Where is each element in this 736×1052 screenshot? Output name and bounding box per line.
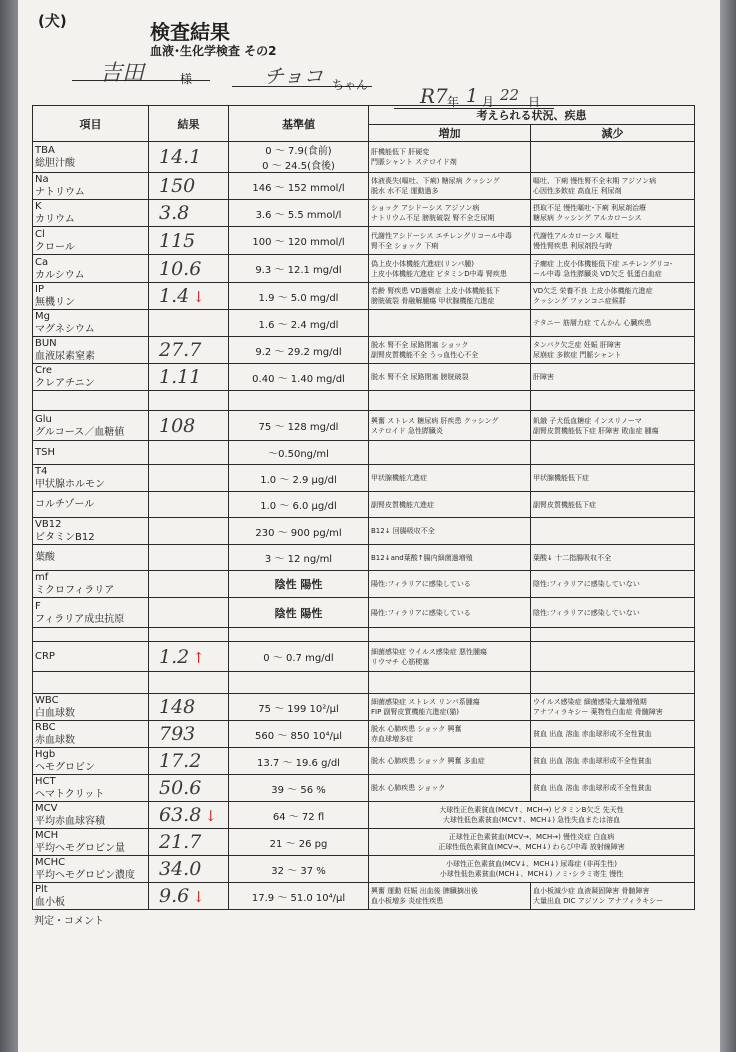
table-row	[33, 545, 695, 571]
table-row	[33, 411, 695, 441]
table-row	[33, 571, 695, 598]
reference-cell	[229, 775, 369, 802]
item-name: コルチゾール	[35, 499, 95, 510]
item-abbr: Na	[35, 174, 49, 185]
table-row	[33, 694, 695, 721]
result-cell	[149, 364, 229, 391]
result-value: 17.2	[159, 750, 202, 772]
table-row	[33, 255, 695, 283]
item-abbr: VB12	[35, 519, 62, 530]
blank-row	[33, 391, 695, 411]
increase-cell: 正球性正色素貧血(MCV→、MCH→) 慢性炎症 白血病 正球性低色素貧血(MCV→、MCH↓) わらび中毒 放射線障害	[369, 829, 695, 856]
item-cell	[33, 465, 149, 492]
result-arrow-icon: ↓	[192, 888, 205, 906]
reference-cell	[229, 283, 369, 310]
decrease-cell: 陰性:フィラリアに感染していない	[531, 571, 695, 598]
reference-cell	[229, 571, 369, 598]
reference-range-secondary: 0 ～ 24.5(食後)	[262, 161, 335, 172]
item-cell	[33, 283, 149, 310]
comment-label: 判定・コメント	[34, 916, 104, 927]
reference-cell	[229, 883, 369, 910]
decrease-cell: ウイルス感染症 細菌感染大量増殖期 アナフィラキシー 薬物性白血症 骨髄障害	[531, 694, 695, 721]
item-name: カリウム	[35, 214, 75, 225]
decrease-cell: 嘔吐、下痢 慢性腎不全末期 アジソン病 心因性多飲症 高血圧 利尿剤	[531, 173, 695, 200]
increase-cell: 偽上皮小体機能亢進症(リンパ腫) 上皮小体機能亢進症 ビタミンD中毒 腎疾患	[369, 255, 531, 283]
item-abbr: IP	[35, 284, 44, 295]
item-abbr: RBC	[35, 722, 56, 733]
result-value: 3.8	[159, 202, 190, 224]
reference-range: 1.6 ～ 2.4 mg/dl	[258, 319, 339, 331]
increase-cell	[369, 310, 531, 337]
result-arrow-icon: ↓	[204, 807, 217, 825]
increase-cell: 代謝性アシドーシス エチレングリコール中毒 腎不全 ショック 下痢	[369, 227, 531, 255]
reference-range: 75 ～ 128 mg/dl	[258, 422, 339, 433]
item-name: 無機リン	[35, 297, 75, 308]
item-name: 白血球数	[35, 708, 75, 719]
item-abbr: T4	[35, 466, 48, 477]
reference-range: 陰性 陽性	[274, 578, 323, 591]
item-cell	[33, 856, 149, 883]
increase-cell: 脱水 心肺疾患 ショック 興奮 多血症	[369, 748, 531, 775]
reference-range: 0 ～ 7.9(食前)	[265, 146, 332, 157]
increase-cell: 甲状腺機能亢進症	[369, 465, 531, 492]
item-abbr: BUN	[35, 338, 57, 349]
blank-cell	[149, 628, 229, 642]
reference-cell	[229, 173, 369, 200]
result-cell	[149, 694, 229, 721]
table-row	[33, 310, 695, 337]
reference-range: 13.7 ～ 19.6 g/dl	[257, 757, 340, 769]
table-row	[33, 642, 695, 672]
table-row	[33, 802, 695, 829]
increase-cell: 脱水 腎不全 尿路閉塞 膀胱破裂	[369, 364, 531, 391]
item-name: ミクロフィラリア	[35, 585, 115, 596]
item-cell	[33, 518, 149, 545]
item-cell	[33, 200, 149, 227]
result-cell	[149, 411, 229, 441]
blank-cell	[229, 672, 369, 694]
result-cell	[149, 642, 229, 672]
item-cell	[33, 748, 149, 775]
header-conditions: 考えられる状況、疾患	[369, 106, 695, 125]
decrease-cell: 副腎皮質機能低下症	[531, 492, 695, 518]
result-cell	[149, 283, 229, 310]
item-cell	[33, 492, 149, 518]
reference-cell	[229, 721, 369, 748]
item-name: ナトリウム	[35, 187, 85, 198]
table-row	[33, 492, 695, 518]
item-cell	[33, 571, 149, 598]
table-row	[33, 856, 695, 883]
item-name: 平均ヘモグロビン濃度	[35, 870, 135, 881]
blank-cell	[531, 391, 695, 411]
date-year-label: 年	[447, 95, 460, 109]
reference-range: 64 ～ 72 fl	[272, 811, 325, 823]
table-row	[33, 883, 695, 910]
item-name: 平均ヘモグロビン量	[35, 843, 125, 854]
decrease-cell	[531, 441, 695, 465]
result-cell	[149, 310, 229, 337]
reference-range: 75 ～ 199 10²/μl	[258, 703, 339, 715]
item-name: 総胆汁酸	[35, 158, 75, 169]
date-month-label: 月	[482, 95, 495, 109]
result-value: 1.2	[159, 645, 190, 668]
decrease-cell: 飢餓 子犬低血糖症 インスリノーマ 副腎皮質機能低下症 肝障害 敗血症 腫瘍	[531, 411, 695, 441]
table-row	[33, 465, 695, 492]
result-cell	[149, 441, 229, 465]
owner-name: 吉田	[100, 61, 145, 86]
reference-range: 21 ～ 26 pg	[269, 838, 328, 850]
reference-cell	[229, 492, 369, 518]
pet-suffix: ちゃん	[332, 78, 369, 92]
blank-cell	[33, 391, 149, 411]
result-value: 115	[159, 229, 196, 252]
reference-range: 32 ～ 37 %	[271, 865, 326, 877]
reference-range: 1.0 ～ 6.0 μg/dl	[260, 501, 337, 512]
result-cell	[149, 227, 229, 255]
blank-row	[33, 628, 695, 642]
item-abbr: CRP	[35, 651, 55, 662]
increase-cell: 脱水 腎不全 尿路閉塞 ショック 副腎皮質機能不全 うっ血性心不全	[369, 337, 531, 364]
result-value: 63.8	[159, 804, 202, 826]
item-name: ヘモグロビン	[35, 762, 95, 773]
item-name: 甲状腺ホルモン	[35, 479, 105, 490]
increase-cell: 大球性正色素貧血(MCV↑、MCH→) ビタミンB欠乏 先天性 大球性低色素貧血(MCV↑、MCH↓) 急性失血または溶血	[369, 802, 695, 829]
page-title: 検査結果	[150, 20, 230, 44]
item-name: カルシウム	[35, 269, 85, 281]
reference-range: 0.40 ～ 1.40 mg/dl	[252, 373, 345, 385]
item-cell	[33, 310, 149, 337]
item-abbr: HCT	[35, 776, 56, 787]
table-row	[33, 227, 695, 255]
increase-cell: 副腎皮質機能亢進症	[369, 492, 531, 518]
item-cell	[33, 598, 149, 628]
result-cell	[149, 492, 229, 518]
decrease-cell: VD欠乏 栄養不良 上皮小体機能亢進症 クッシング ファンコニ症候群	[531, 283, 695, 310]
result-value: 9.6	[159, 885, 190, 907]
result-cell	[149, 571, 229, 598]
result-value: 34.0	[159, 858, 202, 880]
result-cell	[149, 721, 229, 748]
reference-cell	[229, 545, 369, 571]
reference-range: 39 ～ 56 %	[271, 784, 326, 796]
item-abbr: Ca	[35, 256, 49, 268]
header-increase: 増加	[369, 125, 531, 142]
item-cell	[33, 227, 149, 255]
item-cell	[33, 775, 149, 802]
pet-name: チョコ	[264, 64, 324, 88]
item-cell	[33, 411, 149, 441]
reference-cell	[229, 598, 369, 628]
result-value: 21.7	[159, 831, 202, 853]
result-arrow-icon: ↑	[192, 648, 205, 667]
increase-cell: 脱水 心肺疾患 ショック	[369, 775, 531, 802]
blank-cell	[369, 391, 531, 411]
reference-range: ～0.50ng/ml	[268, 449, 329, 460]
reference-range: 560 ～ 850 10⁴/μl	[255, 730, 342, 742]
result-cell	[149, 883, 229, 910]
result-cell	[149, 255, 229, 283]
blank-cell	[369, 672, 531, 694]
item-abbr: Cl	[35, 228, 45, 240]
table-row	[33, 364, 695, 391]
reference-cell	[229, 802, 369, 829]
reference-cell	[229, 310, 369, 337]
reference-cell	[229, 748, 369, 775]
item-abbr: TSH	[35, 447, 55, 458]
decrease-cell: 貧血 出血 溶血 赤血球形成不全性貧血	[531, 748, 695, 775]
reference-cell	[229, 856, 369, 883]
result-value: 1.4	[159, 285, 190, 307]
item-cell	[33, 829, 149, 856]
item-cell	[33, 721, 149, 748]
item-cell	[33, 642, 149, 672]
item-abbr: Mg	[35, 311, 50, 322]
increase-cell: 若齢 腎疾患 VD過剰症 上皮小体機能低下 膀胱破裂 骨融解腫瘍 甲状腺機能亢進症	[369, 283, 531, 310]
reference-range: 9.2 ～ 29.2 mg/dl	[255, 346, 342, 358]
item-cell	[33, 364, 149, 391]
result-arrow-icon: ↓	[192, 288, 205, 306]
item-abbr: Hgb	[35, 749, 56, 760]
decrease-cell: 血小板減少症 血液凝固障害 骨髄障害 大量出血 DIC アジソン アナフィラキシー	[531, 883, 695, 910]
reference-range: 3.6 ～ 5.5 mmol/l	[255, 209, 342, 221]
item-name: グルコース／血糖値	[35, 426, 125, 438]
increase-cell: ショック アシドーシス アジソン病 ナトリウム不足 膀胱破裂 腎不全乏尿期	[369, 200, 531, 227]
item-cell	[33, 142, 149, 173]
reference-cell	[229, 694, 369, 721]
item-name: ビタミンB12	[35, 532, 95, 543]
item-name: クロール	[35, 241, 75, 253]
increase-cell	[369, 441, 531, 465]
result-value: 10.6	[159, 257, 202, 280]
increase-cell: 肝機能低下 肝硬変 門脈シャント ステロイド剤	[369, 142, 531, 173]
table-row	[33, 142, 695, 173]
increase-cell: 小球性正色素貧血(MCV↓、MCH↓) 尿毒症 (非再生性) 小球性低色素貧血(MCH↓、MCH↓) ノミ･シラミ寄生 慢性	[369, 856, 695, 883]
increase-cell: 興奮 運動 妊娠 出血後 脾臓摘出後 血小板増多 炎症性疾患	[369, 883, 531, 910]
increase-cell: 体液喪失(嘔吐、下痢) 糖尿病 クッシング 脱水 水不足 運動過多	[369, 173, 531, 200]
reference-cell	[229, 465, 369, 492]
increase-cell: 細菌感染症 ウイルス感染症 悪性腫瘍 リウマチ 心筋梗塞	[369, 642, 531, 672]
right-shadow	[720, 0, 736, 1052]
increase-cell: 細菌感染症 ストレス リンパ系腫瘍 FIP 副腎皮質機能亢進症(猫)	[369, 694, 531, 721]
date-day: 22	[500, 86, 520, 104]
decrease-cell	[531, 642, 695, 672]
decrease-cell: 摂取不足 慢性嘔吐･下痢 利尿剤治療 糖尿病 クッシング アルカローシス	[531, 200, 695, 227]
reference-range: 0 ～ 0.7 mg/dl	[263, 653, 334, 664]
item-name: 葉酸	[35, 552, 55, 563]
result-value: 27.7	[159, 339, 202, 361]
table-row	[33, 200, 695, 227]
blank-cell	[33, 672, 149, 694]
owner-suffix: 様	[180, 72, 193, 86]
increase-cell: 興奮 ストレス 糖尿病 肝疾患 クッシング ステロイド 急性膵臓炎	[369, 411, 531, 441]
decrease-cell: 貧血 出血 溶血 赤血球形成不全性貧血	[531, 721, 695, 748]
item-abbr: MCV	[35, 803, 58, 814]
item-name: フィラリア成虫抗原	[35, 613, 125, 625]
decrease-cell: タンパク欠乏症 妊娠 肝障害 尿崩症 多飲症 門脈シャント	[531, 337, 695, 364]
header-decrease: 減少	[531, 125, 695, 142]
blank-cell	[33, 628, 149, 642]
decrease-cell: 葉酸↓ 十二指腸吸収不全	[531, 545, 695, 571]
decrease-cell	[531, 142, 695, 173]
blank-cell	[149, 672, 229, 694]
blank-cell	[531, 672, 695, 694]
reference-range: 1.0 ～ 2.9 μg/dl	[260, 474, 337, 486]
blank-cell	[531, 628, 695, 642]
blank-cell	[149, 391, 229, 411]
table-row	[33, 775, 695, 802]
item-abbr: F	[35, 600, 41, 612]
item-cell	[33, 441, 149, 465]
item-cell	[33, 694, 149, 721]
item-abbr: WBC	[35, 695, 59, 706]
reference-cell	[229, 142, 369, 173]
reference-range: 1.9 ～ 5.0 mg/dl	[258, 292, 339, 304]
increase-cell: 脱水 心肺疾患 ショック 興奮 赤血球増多症	[369, 721, 531, 748]
reference-range: 17.9 ～ 51.0 10⁴/μl	[251, 892, 346, 904]
result-value: 1.11	[159, 366, 202, 388]
table-row	[33, 748, 695, 775]
result-cell	[149, 200, 229, 227]
item-abbr: Cre	[35, 365, 53, 376]
header-item: 項目	[33, 106, 149, 142]
reference-cell	[229, 337, 369, 364]
item-name: 血小板	[35, 897, 65, 908]
date-month: 1	[466, 85, 479, 107]
date-era: R7	[420, 84, 448, 108]
decrease-cell: 貧血 出血 溶血 赤血球形成不全性貧血	[531, 775, 695, 802]
blank-cell	[369, 628, 531, 642]
reference-cell	[229, 200, 369, 227]
blank-row	[33, 672, 695, 694]
reference-cell	[229, 518, 369, 545]
left-shadow	[0, 0, 18, 1052]
result-cell	[149, 518, 229, 545]
result-cell	[149, 465, 229, 492]
decrease-cell: 陰性:フィラリアに感染していない	[531, 598, 695, 628]
item-cell	[33, 255, 149, 283]
result-value: 148	[159, 696, 196, 718]
item-cell	[33, 545, 149, 571]
item-name: 赤血球数	[35, 735, 75, 746]
result-cell	[149, 337, 229, 364]
result-value: 793	[159, 723, 196, 745]
reference-range: 陰性 陽性	[274, 606, 323, 620]
increase-cell: B12↓and葉酸↑腸内細菌過増殖	[369, 545, 531, 571]
item-cell	[33, 173, 149, 200]
result-cell	[149, 829, 229, 856]
result-value: 50.6	[159, 777, 202, 799]
blank-cell	[229, 391, 369, 411]
decrease-cell: 甲状腺機能低下症	[531, 465, 695, 492]
item-cell	[33, 802, 149, 829]
item-cell	[33, 337, 149, 364]
increase-cell: 陽性:フィラリアに感染している	[369, 571, 531, 598]
species-label: (犬)	[38, 12, 67, 30]
table-row	[33, 337, 695, 364]
header-result: 結果	[149, 106, 229, 142]
increase-cell: 陽性:フィラリアに感染している	[369, 598, 531, 628]
item-name: ヘマトクリット	[35, 789, 105, 800]
item-abbr: MCHC	[35, 857, 66, 868]
table-row	[33, 441, 695, 465]
reference-range: 100 ～ 120 mmol/l	[252, 237, 345, 248]
page-subtitle: 血液･生化学検査 その2	[150, 44, 277, 58]
reference-range: 9.3 ～ 12.1 mg/dl	[255, 265, 342, 276]
result-cell	[149, 173, 229, 200]
reference-cell	[229, 642, 369, 672]
table-row	[33, 598, 695, 628]
result-value: 150	[159, 175, 196, 197]
blank-cell	[229, 628, 369, 642]
item-name: クレアチニン	[35, 378, 95, 389]
item-abbr: Plt	[35, 884, 48, 895]
result-cell	[149, 775, 229, 802]
increase-cell: B12↓ 回腸吸収不全	[369, 518, 531, 545]
item-abbr: K	[35, 201, 42, 212]
item-cell	[33, 883, 149, 910]
decrease-cell: 肝障害	[531, 364, 695, 391]
results-table	[32, 105, 695, 910]
result-cell	[149, 545, 229, 571]
table-row	[33, 518, 695, 545]
reference-range: 146 ～ 152 mmol/l	[252, 182, 345, 194]
item-abbr: MCH	[35, 830, 59, 841]
decrease-cell: テタニー 筋層力症 てんかん 心臓疾患	[531, 310, 695, 337]
item-abbr: Glu	[35, 413, 52, 425]
decrease-cell: 子癇症 上皮小体機能低下症 エチレングリコ- ール中毒 急性膵臓炎 VD欠乏 低蛋白血症	[531, 255, 695, 283]
result-cell	[149, 748, 229, 775]
table-row	[33, 721, 695, 748]
table-row	[33, 283, 695, 310]
reference-cell	[229, 227, 369, 255]
decrease-cell: 代謝性アルカローシス 嘔吐 慢性腎疾患 利尿剤投与時	[531, 227, 695, 255]
item-name: 平均赤血球容積	[35, 816, 105, 827]
item-abbr: TBA	[35, 145, 55, 156]
result-cell	[149, 142, 229, 173]
result-value: 108	[159, 414, 196, 437]
item-abbr: mf	[35, 572, 49, 583]
decrease-cell	[531, 518, 695, 545]
reference-cell	[229, 441, 369, 465]
reference-cell	[229, 255, 369, 283]
result-value: 14.1	[159, 146, 202, 168]
date-day-label: 日	[528, 95, 541, 109]
reference-cell	[229, 411, 369, 441]
table-row	[33, 173, 695, 200]
item-name: 血液尿素窒素	[35, 351, 95, 362]
result-cell	[149, 598, 229, 628]
table-row	[33, 829, 695, 856]
reference-cell	[229, 829, 369, 856]
item-name: マグネシウム	[35, 324, 95, 335]
reference-range: 3 ～ 12 ng/ml	[264, 554, 333, 565]
reference-range: 230 ～ 900 pg/ml	[255, 527, 342, 539]
result-cell	[149, 802, 229, 829]
reference-cell	[229, 364, 369, 391]
result-cell	[149, 856, 229, 883]
header-reference: 基準値	[229, 106, 369, 142]
